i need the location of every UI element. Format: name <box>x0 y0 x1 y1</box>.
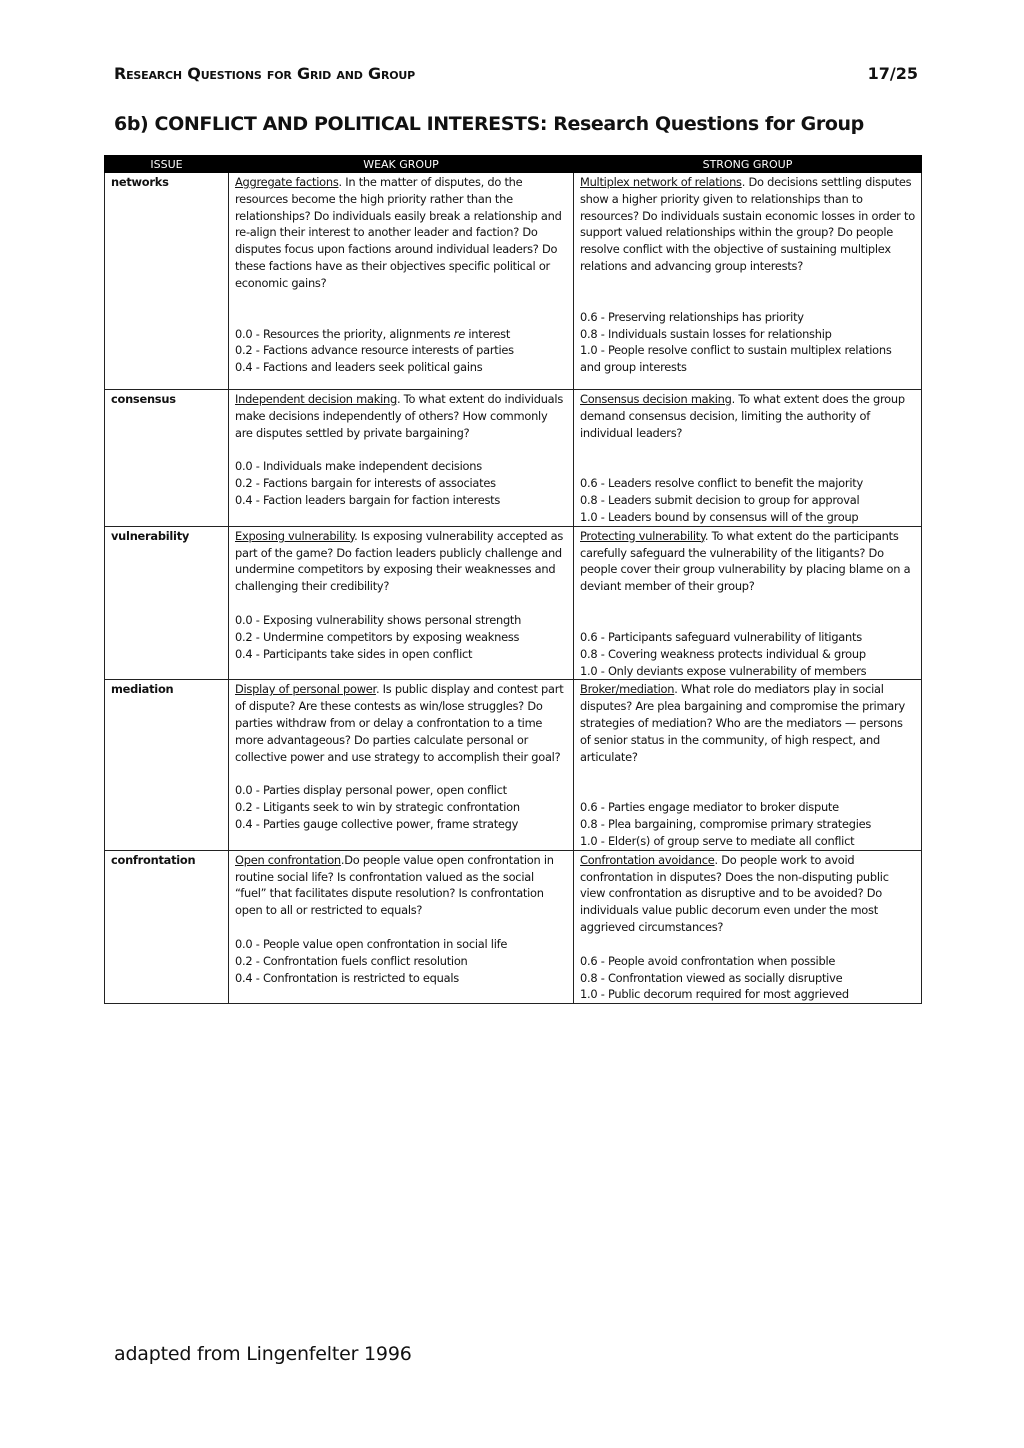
running-head: Research Questions for Grid and Group <box>114 64 415 83</box>
issue-cell: consensus <box>105 390 229 527</box>
scale-item: 0.6 - People avoid confrontation when possible <box>580 953 836 968</box>
scale-item: 0.0 - Resources the priority, alignments re interest <box>235 326 511 341</box>
issue-cell: vulnerability <box>105 526 229 680</box>
page-number: 17/25 <box>867 64 918 83</box>
weak-scale-list <box>235 936 567 986</box>
spacer <box>235 765 567 782</box>
weak-question-text: . Is public display and contest part of dispute? Are these contests as win/lose struggles? Do parties withdraw from or delay a confrontation to a time more advantageous? Do parties calculate personal or collective power and use strategy to accomplish their goal? <box>235 682 564 764</box>
strong-group-cell <box>574 173 922 390</box>
weak-question-heading: Open confrontation <box>235 852 341 867</box>
strong-question-text: . What role do mediators play in social disputes? Are plea bargaining and compromise the primary strategies of mediation? Who are the mediators — persons of senior status in the community, of high respect, and articulate? <box>580 682 905 764</box>
weak-question-text: . In the matter of disputes, do the resources become the high priority rather than the relationships? Do individuals easily break a relationship and re-align their interest to another leader and faction? Do disputes focus upon factions around individual leaders? Do these factions have as their objectives specific political or economic gains? <box>235 175 562 290</box>
scale-item: 0.6 - Parties engage mediator to broker dispute <box>580 800 839 815</box>
table-row <box>105 680 922 850</box>
weak-scale-list <box>235 612 567 662</box>
column-header-strong-group: STRONG GROUP <box>574 156 922 173</box>
scale-item: 0.2 - Confrontation fuels conflict resolution <box>235 953 468 968</box>
weak-question-heading: Independent decision making <box>235 392 397 406</box>
strong-question-text: . To what extent do the participants carefully safeguard the vulnerability of the litigants? Do people cover their group vulnerability by placing blame on a deviant member of their group? <box>580 528 911 594</box>
weak-question <box>235 528 567 595</box>
strong-question-text: . To what extent does the group demand consensus decision, limiting the authority of individual leaders? <box>580 392 905 440</box>
issue-cell: mediation <box>105 680 229 850</box>
column-header-issue: ISSUE <box>105 156 229 173</box>
strong-group-cell <box>574 390 922 527</box>
weak-question <box>235 174 567 292</box>
weak-group-cell <box>229 850 574 1003</box>
scale-item: 0.8 - Plea bargaining, compromise primary strategies <box>580 817 872 832</box>
table-row <box>105 390 922 527</box>
scale-item: 0.6 - Preserving relationships has priority <box>580 309 804 324</box>
scale-item: 0.0 - Parties display personal power, open conflict <box>235 783 507 798</box>
strong-question <box>580 174 915 275</box>
strong-question-heading: Broker/mediation <box>580 682 675 697</box>
strong-question <box>580 391 915 441</box>
weak-question-heading: Exposing vulnerability <box>235 528 355 543</box>
scale-item: 0.6 - Participants safeguard vulnerability of litigants <box>580 629 862 644</box>
spacer <box>235 292 567 326</box>
column-header-weak-group: WEAK GROUP <box>229 156 574 173</box>
weak-question-text: . To what extent do individuals make decisions independently of others? How commonly are disputes settled by private bargaining? <box>235 392 564 440</box>
spacer <box>235 919 567 936</box>
weak-question-text: .Do people value open confrontation in routine social life? Is confrontation valued as the social “fuel” that facilitates dispute resolution? Is confrontation open to all or restricted to equals? <box>235 852 554 918</box>
strong-question <box>580 528 915 595</box>
scale-item: 1.0 - Public decorum required for most aggrieved <box>580 987 849 1002</box>
scale-item: 0.8 - Confrontation viewed as socially disruptive <box>580 970 843 985</box>
strong-scale-list <box>580 799 915 849</box>
strong-question-heading: Consensus decision making <box>580 392 732 406</box>
table-row <box>105 173 922 390</box>
scale-item: 0.0 - Individuals make independent decisions <box>235 459 482 474</box>
weak-question-heading: Display of personal power <box>235 682 376 697</box>
spacer <box>580 765 915 799</box>
scale-item: 0.8 - Leaders submit decision to group for approval <box>580 493 860 508</box>
scale-item: 0.4 - Factions and leaders seek political gains <box>235 360 483 375</box>
scale-item: 1.0 - Only deviants expose vulnerability of members <box>580 663 867 678</box>
strong-question-text: . Do decisions settling disputes show a higher priority given to relationships than to resources? Do individuals sustain economic losses in order to support valued relationships within the group? Do people resolve conflict with the objective of sustaining multiplex relations and advancing group interests? <box>580 175 915 273</box>
strong-group-cell <box>574 850 922 1003</box>
scale-item: 0.4 - Faction leaders bargain for faction interests <box>235 492 501 507</box>
spacer <box>235 595 567 612</box>
issue-cell: confrontation <box>105 850 229 1003</box>
scale-item: 1.0 - Elder(s) of group serve to mediate all conflict <box>580 833 855 848</box>
scale-item: 0.8 - Individuals sustain losses for relationship <box>580 326 832 341</box>
spacer <box>580 936 915 953</box>
weak-group-cell <box>229 390 574 527</box>
footer-credit: adapted from Lingenfelter 1996 <box>114 1343 412 1365</box>
strong-question-heading: Protecting vulnerability <box>580 528 705 543</box>
weak-question <box>235 681 567 765</box>
strong-scale-list <box>580 309 915 376</box>
weak-question <box>235 391 567 441</box>
weak-question-heading: Aggregate factions <box>235 175 339 189</box>
research-questions-table <box>104 155 922 1004</box>
strong-question <box>580 681 915 765</box>
scale-item: 0.6 - Leaders resolve conflict to benefit the majority <box>580 476 863 491</box>
weak-scale-list <box>235 458 567 508</box>
strong-question-heading: Multiplex network of relations <box>580 175 742 189</box>
spacer <box>580 595 915 629</box>
strong-scale-list <box>580 953 915 1003</box>
scale-item: 0.2 - Undermine competitors by exposing weakness <box>235 629 520 644</box>
weak-group-cell <box>229 680 574 850</box>
scale-item: 1.0 - People resolve conflict to sustain multiplex relations and group interests <box>580 343 892 375</box>
scale-item: 0.4 - Participants take sides in open conflict <box>235 646 473 661</box>
weak-scale-list <box>235 782 567 832</box>
scale-item: 0.2 - Litigants seek to win by strategic confrontation <box>235 800 520 815</box>
strong-scale-list <box>580 629 915 679</box>
strong-group-cell <box>574 680 922 850</box>
strong-question-text: . Do people work to avoid confrontation in disputes? Does the non-disputing public view confrontation as disruptive and to be avoided? Do individuals value public decorum even under the most aggrieved circumstances? <box>580 852 889 934</box>
spacer <box>580 275 915 309</box>
table-row <box>105 850 922 1003</box>
table-row <box>105 526 922 680</box>
scale-item: 0.4 - Confrontation is restricted to equals <box>235 970 459 985</box>
spacer <box>235 441 567 458</box>
weak-question-text: . Is exposing vulnerability accepted as part of the game? Do faction leaders publicly challenge and undermine competitors by exposing their weaknesses and challenging their credibility? <box>235 528 564 594</box>
strong-group-cell <box>574 526 922 680</box>
scale-item: 0.0 - Exposing vulnerability shows personal strength <box>235 612 522 627</box>
scale-item: 1.0 - Leaders bound by consensus will of the group <box>580 509 859 524</box>
strong-question-heading: Confrontation avoidance <box>580 852 715 867</box>
section-title: 6b) CONFLICT AND POLITICAL INTERESTS: Research Questions for Group <box>114 113 864 135</box>
weak-group-cell <box>229 526 574 680</box>
spacer <box>580 441 915 475</box>
scale-item: 0.2 - Factions bargain for interests of associates <box>235 476 496 491</box>
scale-item: 0.4 - Parties gauge collective power, frame strategy <box>235 816 519 831</box>
strong-scale-list <box>580 475 915 525</box>
weak-scale-list <box>235 326 567 376</box>
scale-item: 0.2 - Factions advance resource interests of parties <box>235 343 514 358</box>
strong-question <box>580 852 915 936</box>
weak-question <box>235 852 567 919</box>
table-header-row <box>105 156 922 173</box>
scale-item: 0.8 - Covering weakness protects individual & group <box>580 646 866 661</box>
weak-group-cell <box>229 173 574 390</box>
issue-cell: networks <box>105 173 229 390</box>
scale-item: 0.0 - People value open confrontation in social life <box>235 936 508 951</box>
